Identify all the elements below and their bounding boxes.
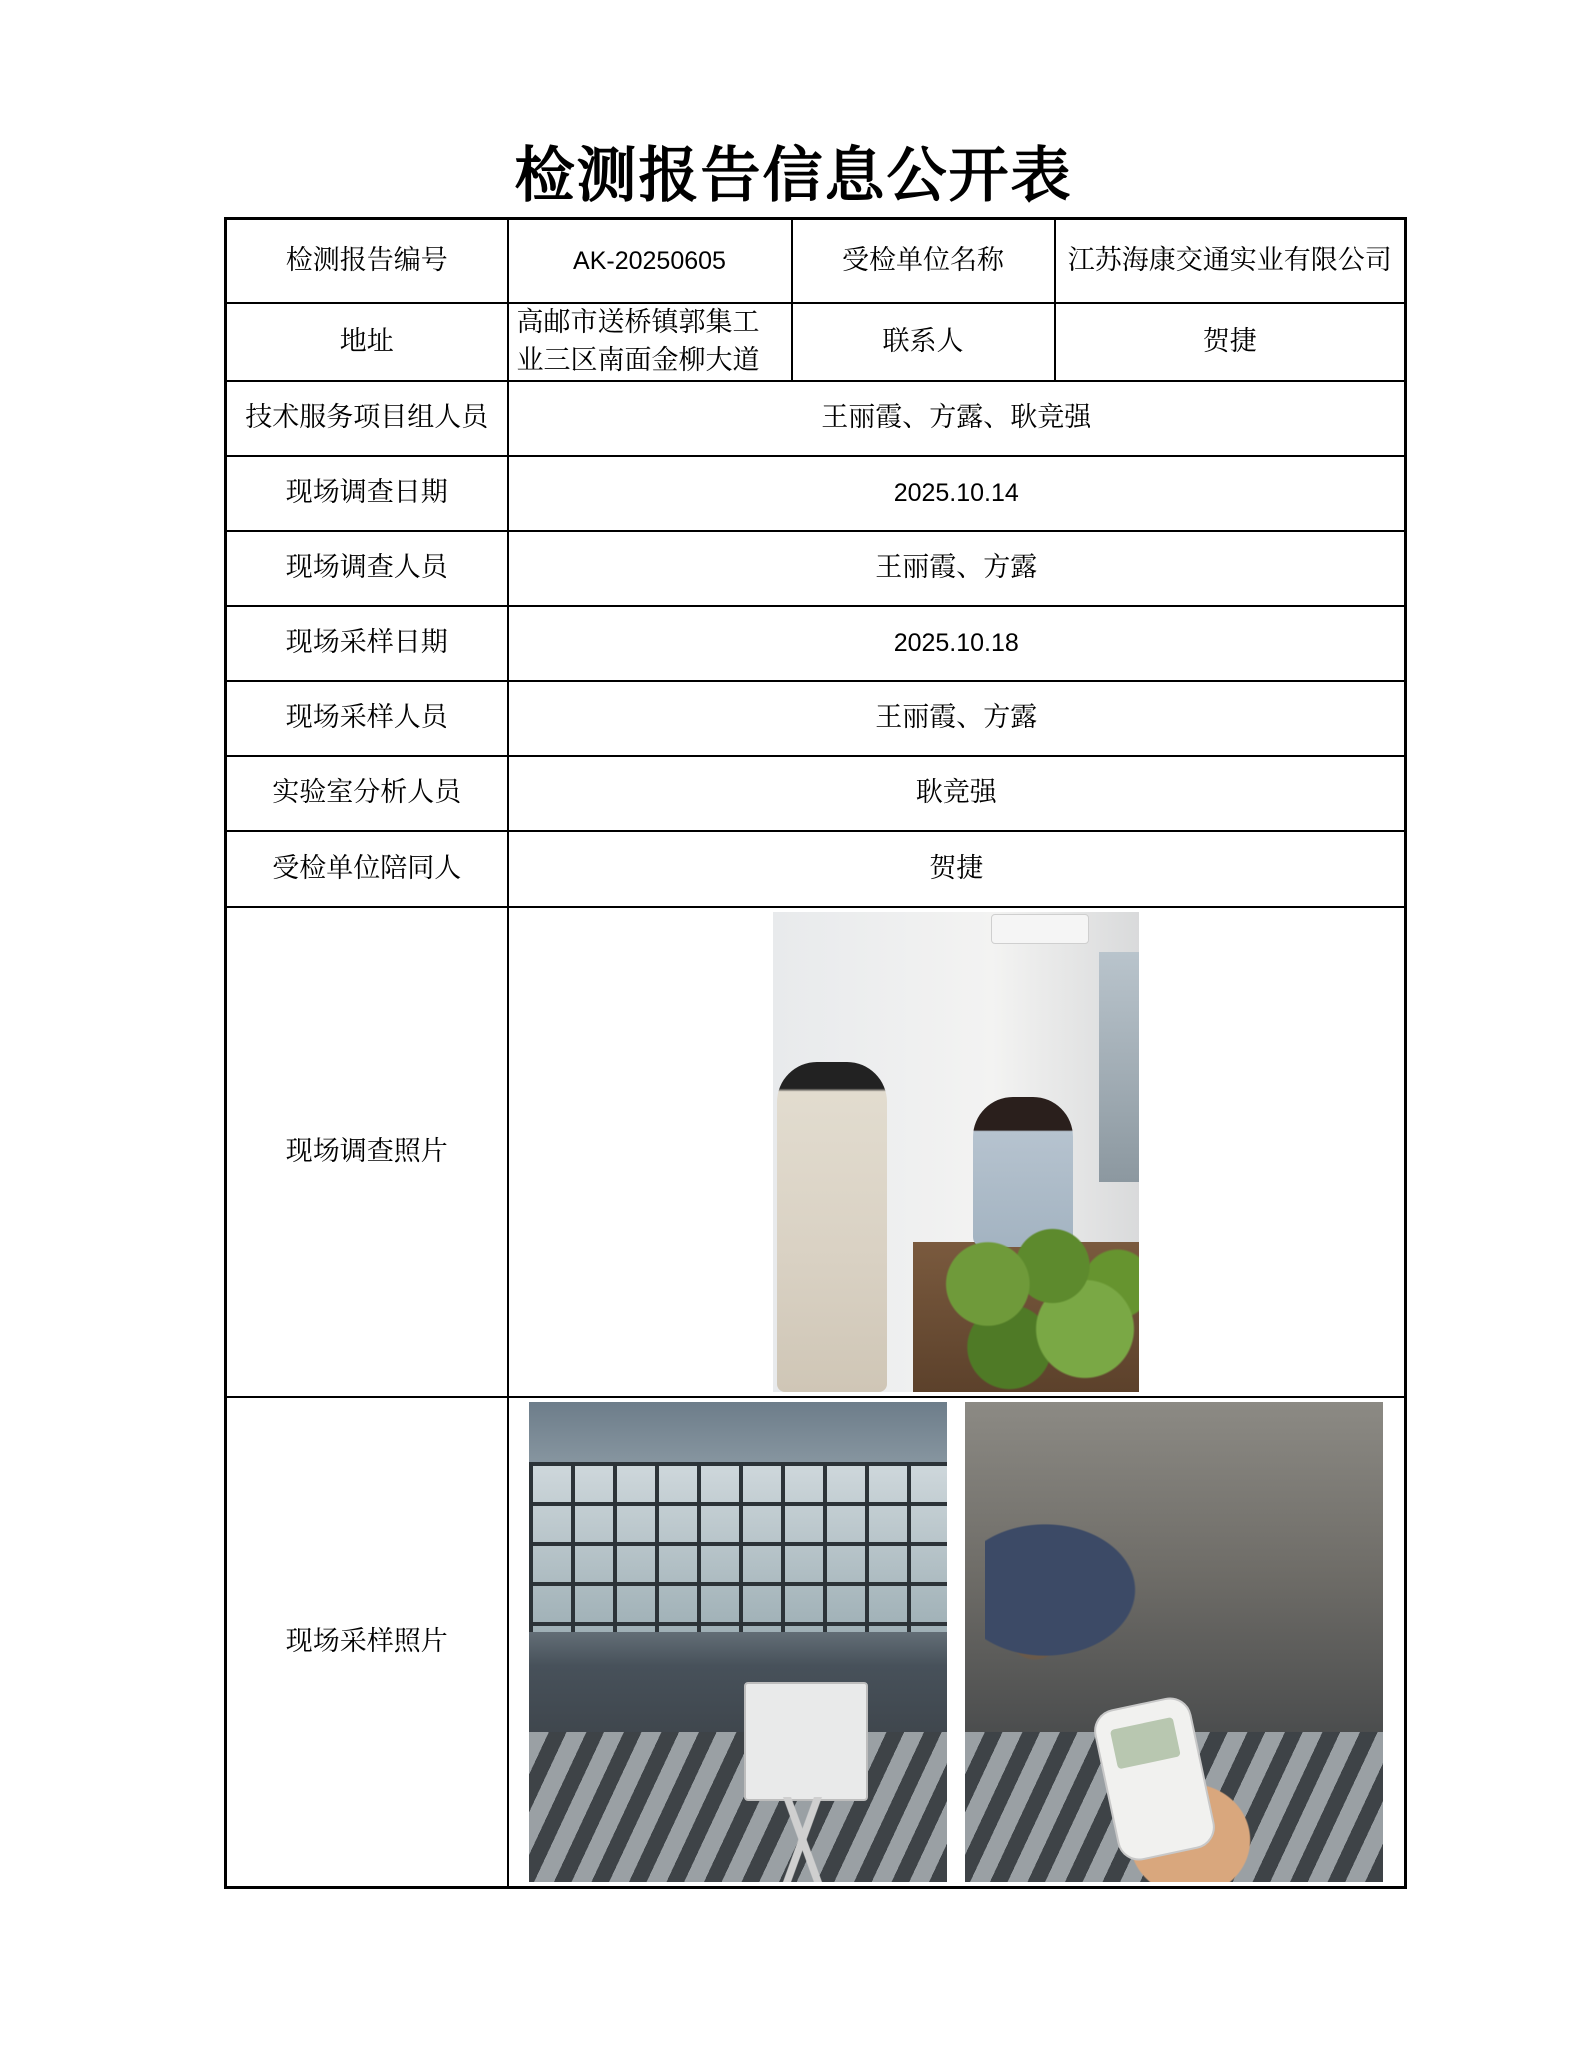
row-survey-staff: [226, 531, 1406, 606]
sampling-staff-label: 现场采样人员: [226, 681, 508, 756]
row-sampling-date: [226, 606, 1406, 681]
row-survey-photo: [226, 907, 1406, 1397]
page-title: 检测报告信息公开表: [514, 141, 1073, 211]
sampling-date-value: 2025.10.18: [508, 606, 1406, 681]
row-address: [226, 303, 1406, 381]
lab-staff-label: 实验室分析人员: [226, 756, 508, 831]
address-label: 地址: [226, 303, 508, 381]
report-info-table: [224, 217, 1407, 1889]
sampling-photo-label: 现场采样照片: [226, 1397, 508, 1888]
survey-date-value: 2025.10.14: [508, 456, 1406, 531]
client-name-label: 受检单位名称: [792, 219, 1055, 303]
team-label: 技术服务项目组人员: [226, 381, 508, 456]
survey-photo: [773, 912, 1139, 1392]
sampling-photo-right: [965, 1402, 1383, 1882]
row-sampling-photo: [226, 1397, 1406, 1888]
survey-staff-value: 王丽霞、方露: [508, 531, 1406, 606]
row-sampling-staff: [226, 681, 1406, 756]
address-value: 高邮市送桥镇郭集工业三区南面金柳大道: [508, 303, 792, 381]
survey-staff-label: 现场调查人员: [226, 531, 508, 606]
contact-value: 贺捷: [1055, 303, 1406, 381]
row-survey-date: [226, 456, 1406, 531]
air-conditioner: [991, 914, 1089, 944]
escort-value: 贺捷: [508, 831, 1406, 907]
potted-plant: [923, 1212, 1139, 1392]
standing-person: [777, 1062, 887, 1392]
tripod: [769, 1797, 839, 1882]
row-team: [226, 381, 1406, 456]
row-report-no: [226, 219, 1406, 303]
sampling-photo-left: [529, 1402, 947, 1882]
row-escort: [226, 831, 1406, 907]
survey-photo-label: 现场调查照片: [226, 907, 508, 1397]
survey-date-label: 现场调查日期: [226, 456, 508, 531]
lab-staff-value: 耿竞强: [508, 756, 1406, 831]
report-no-value: AK-20250605: [508, 219, 792, 303]
sampling-staff-value: 王丽霞、方露: [508, 681, 1406, 756]
report-no-label: 检测报告编号: [226, 219, 508, 303]
escort-label: 受检单位陪同人: [226, 831, 508, 907]
team-value: 王丽霞、方露、耿竞强: [508, 381, 1406, 456]
sampling-date-label: 现场采样日期: [226, 606, 508, 681]
contact-label: 联系人: [792, 303, 1055, 381]
worker: [985, 1522, 1185, 1692]
client-name-value: 江苏海康交通实业有限公司: [1055, 219, 1406, 303]
row-lab-staff: [226, 756, 1406, 831]
sampling-instrument: [744, 1682, 868, 1801]
